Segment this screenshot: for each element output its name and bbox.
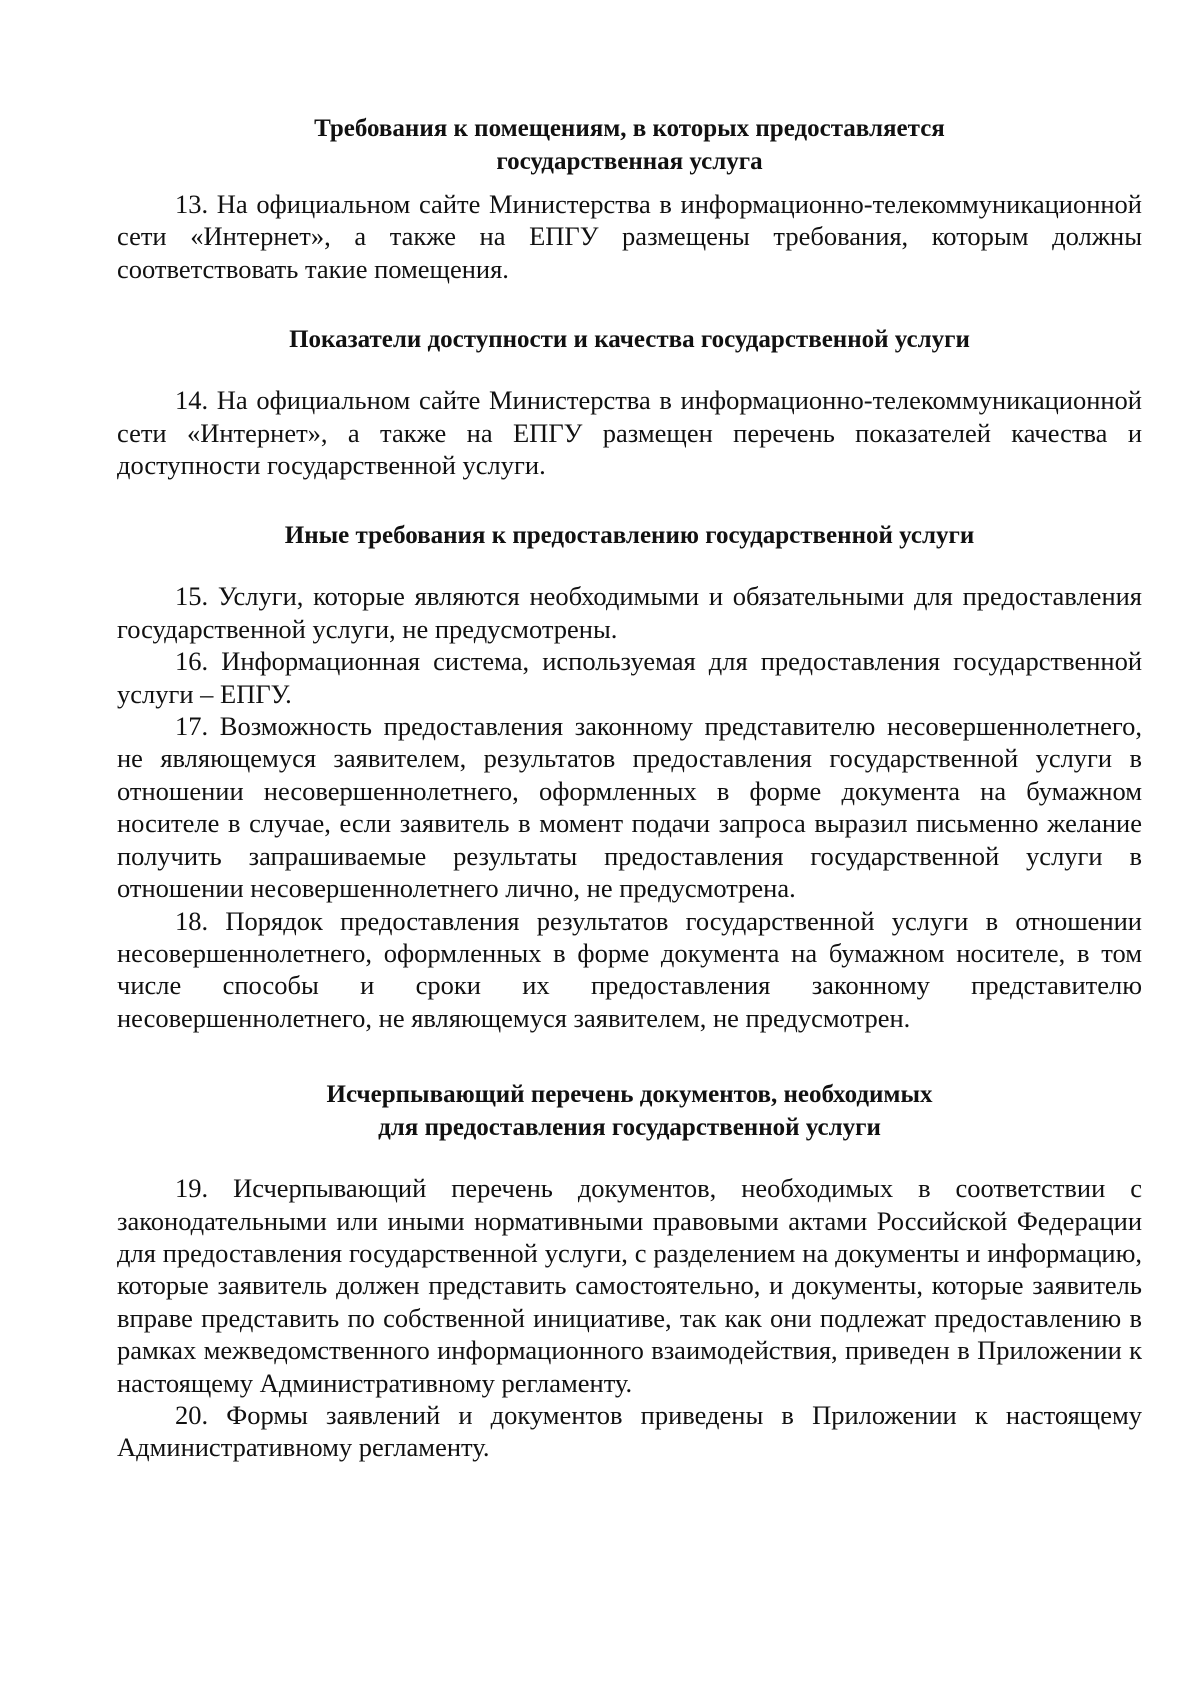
paragraph-14: 14. На официальном сайте Министерства в информационно-телекоммуникационной сети «Интернет», а также на ЕПГУ размещен перечень показателей качества и доступности государственной услуги. [117,385,1142,481]
paragraph-16: 16. Информационная система, используемая для предоставления государственной услуги – ЕПГУ. [117,646,1142,709]
paragraph-13: 13. На официальном сайте Министерства в информационно-телекоммуникационной сети «Интернет», а также на ЕПГУ размещены требования, которым должны соответствовать такие помещения. [117,189,1142,284]
paragraph-19: 19. Исчерпывающий перечень документов, необходимых в соответствии с законодательными или иными нормативными правовыми актами Российской Федерации для предоставления государственной услуги, с разделением на документы и информацию, которые заявитель должен представить самостоятельно, и документы, которые заявитель вправе представить по собственной инициативе, так как они подлежат предоставлению в рамках межведомственного информационного взаимодействия, приведен в Приложении к настоящему Административному регламенту. [117,1173,1142,1398]
heading-line: государственная услуга [496,148,763,175]
paragraph-15: 15. Услуги, которые являются необходимыми и обязательными для предоставления государственной услуги, не предусмотрены. [117,581,1142,644]
heading-line: для предоставления государственной услуги [378,1114,881,1142]
section-heading-quality-indicators [117,323,1142,356]
heading-line: Исчерпывающий перечень документов, необходимых [326,1081,933,1109]
document-content [117,112,1142,1464]
section-heading-other-requirements [117,519,1142,552]
paragraph-18: 18. Порядок предоставления результатов государственной услуги в отношении несовершеннолетнего, оформленных в форме документа на бумажном носителе, в том числе способы и сроки их предоставления законному представителю несовершеннолетнего, не являющемуся заявителем, не предусмотрен. [117,905,1142,1033]
heading-line: Показатели доступности и качества государственной услуги [289,326,970,354]
paragraph-20: 20. Формы заявлений и документов приведены в Приложении к настоящему Административному регламенту. [117,1399,1142,1463]
paragraph-17: 17. Возможность предоставления законному представителю несовершеннолетнего, не являющемуся заявителем, результатов предоставления государственной услуги в отношении несовершеннолетнего, оформленных в форме документа на бумажном носителе в случае, если заявитель в момент подачи запроса выразил письменно желание получить запрашиваемые результаты предоставления государственной услуги в отношении несовершеннолетнего лично, не предусмотрена. [117,711,1142,904]
heading-line: Требования к помещениям, в которых предоставляется [314,115,945,142]
section-heading-premises [117,112,1142,178]
section-heading-documents-list [117,1078,1142,1144]
heading-line: Иные требования к предоставлению государственной услуги [284,522,975,550]
